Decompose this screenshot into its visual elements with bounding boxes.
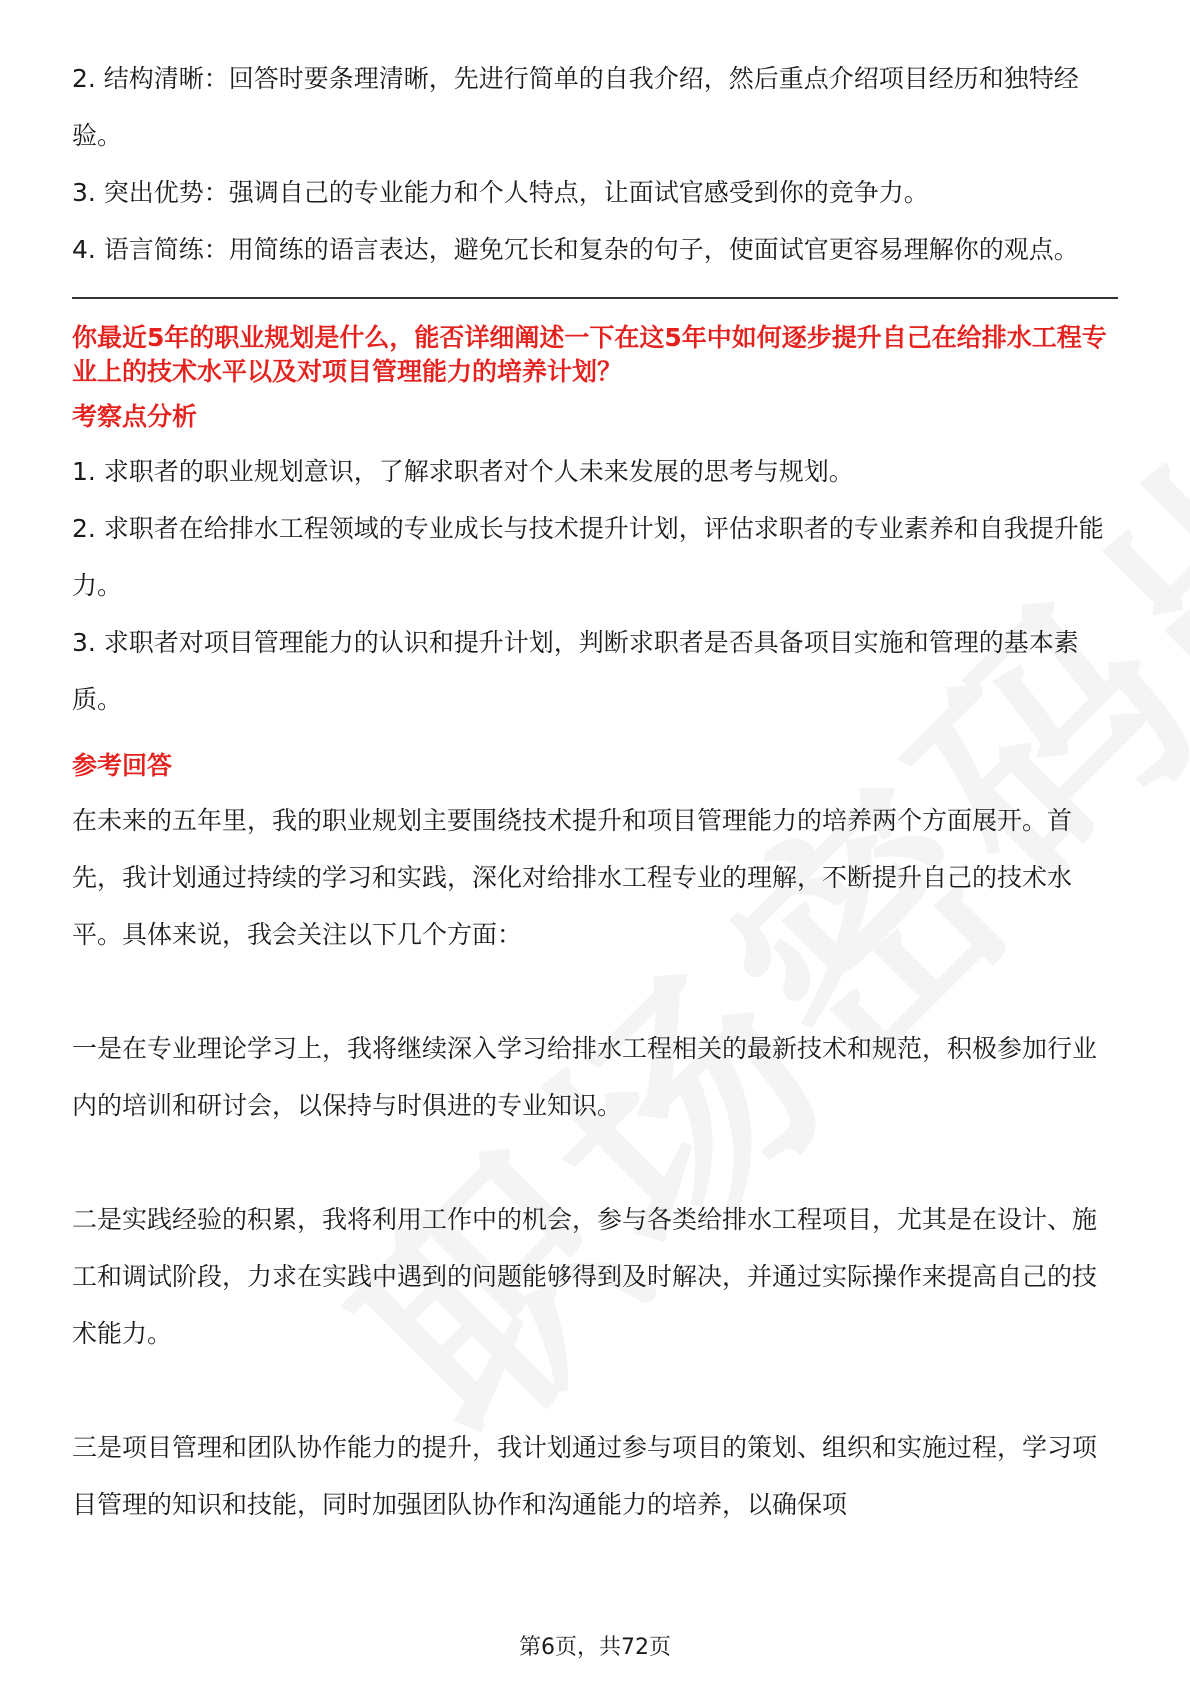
answer-paragraph: 三是项目管理和团队协作能力的提升，我计划通过参与项目的策划、组织和实施过程，学习项目管理的知识和技能，同时加强团队协作和沟通能力的培养，以确保项 [72, 1433, 1098, 1519]
section-divider [72, 297, 1118, 299]
answer-paragraph: 在未来的五年里，我的职业规划主要围绕技术提升和项目管理能力的培养两个方面展开。首先，我计划通过持续的学习和实践，深化对给排水工程专业的理解，不断提升自己的技术水平。具体来说，我会关注以下几个方面： [72, 806, 1073, 949]
analysis-heading: 考察点分析 [72, 402, 198, 431]
analysis-point: 1. 求职者的职业规划意识，了解求职者对个人未来发展的思考与规划。 [72, 457, 854, 486]
tip-point: 4. 语言简练：用简练的语言表达，避免冗长和复杂的句子，使面试官更容易理解你的观点。 [72, 235, 1079, 264]
page-content [72, 50, 1118, 1533]
answer-heading: 参考回答 [72, 751, 173, 780]
paragraph-gap [72, 963, 1118, 1020]
interview-question: 你最近5年的职业规划是什么，能否详细阐述一下在这5年中如何逐步提升自己在给排水工程专业上的技术水平以及对项目管理能力的培养计划？ [72, 323, 1107, 386]
page-footer: 第6页，共72页 [519, 1635, 671, 1660]
tip-point: 2. 结构清晰：回答时要条理清晰，先进行简单的自我介绍，然后重点介绍项目经历和独特经验。 [72, 64, 1079, 150]
answer-paragraph: 一是在专业理论学习上，我将继续深入学习给排水工程相关的最新技术和规范，积极参加行业内的培训和研讨会，以保持与时俱进的专业知识。 [72, 1034, 1098, 1120]
tip-point: 3. 突出优势：强调自己的专业能力和个人特点，让面试官感受到你的竞争力。 [72, 178, 929, 207]
paragraph-gap [72, 1134, 1118, 1191]
answer-paragraph: 二是实践经验的积累，我将利用工作中的机会，参与各类给排水工程项目，尤其是在设计、施工和调试阶段，力求在实践中遇到的问题能够得到及时解决，并通过实际操作来提高自己的技术能力。 [72, 1205, 1098, 1348]
paragraph-gap [72, 1362, 1118, 1419]
analysis-point: 3. 求职者对项目管理能力的认识和提升计划，判断求职者是否具备项目实施和管理的基本素质。 [72, 628, 1079, 714]
analysis-point: 2. 求职者在给排水工程领域的专业成长与技术提升计划，评估求职者的专业素养和自我提升能力。 [72, 514, 1104, 600]
